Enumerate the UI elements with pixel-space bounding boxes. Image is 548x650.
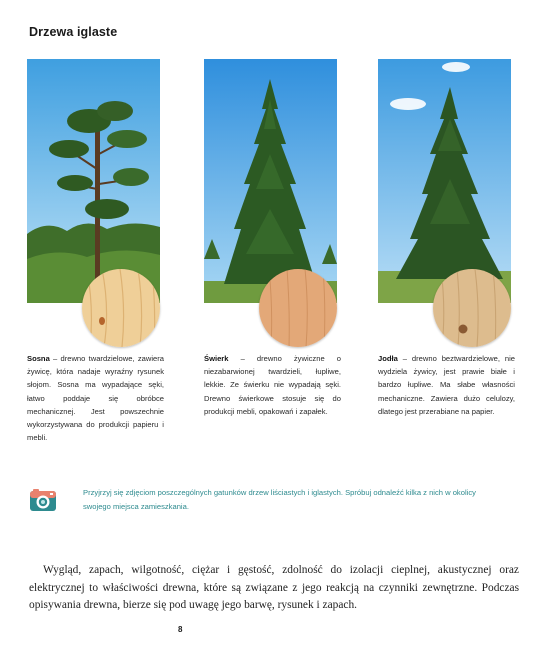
page-number: 8 — [178, 625, 183, 634]
spruce-description — [204, 352, 341, 418]
spruce-wood-sample — [259, 269, 337, 347]
section-title: Drzewa iglaste — [29, 25, 118, 39]
camera-icon — [29, 488, 57, 512]
spruce-text: – drewno żywiczne o niezabarwionej twardzieli, łupliwe, lekkie. Ze świerku nie wypadają sęki. Drewno świerkowe stosuje się do produkcji mebli, opakowań i zapałek. — [204, 354, 341, 416]
fir-photo — [378, 59, 511, 303]
fir-description — [378, 352, 515, 418]
pine-photo — [27, 59, 160, 303]
pine-wood-sample — [82, 269, 160, 347]
body-paragraph: Wygląd, zapach, wilgotność, ciężar i gęstość, zdolność do izolacji cieplnej, akustycznej oraz elektrycznej to właściwości drewna, które są związane z jego reakcją na czynniki zewnętrzne. Podczas opisywania drewna, bierze się pod uwagę jego barwę, rysunek i zapach. — [29, 564, 519, 611]
spruce-photo — [204, 59, 337, 303]
fir-text: – drewno beztwardzielowe, nie wydziela żywicy, jest prawie białe i bardzo łupliwe. Ma słabe własności mechaniczne. Zawiera dużo celulozy, dlatego jest przerabiane na papier. — [378, 354, 515, 416]
pine-text: – drewno twardzielowe, zawiera żywicę, która nadaje wyraźny rysunek słojom. Sosna ma wypadające sęki, łatwo poddaje się obróbce mechanicznej. Jest powszechnie wykorzystywana do produkcji papieru i mebli. — [27, 354, 164, 443]
fir-wood-sample — [433, 269, 511, 347]
fir-card — [378, 59, 511, 303]
pine-description — [27, 352, 164, 444]
spruce-name: Świerk — [204, 354, 229, 363]
spruce-card — [204, 59, 337, 303]
tip-text: Przyjrzyj się zdjęciom poszczególnych gatunków drzew liściastych i iglastych. Spróbuj odnaleźć kilka z nich w okolicy swojego miejsca zamieszkania. — [83, 488, 476, 511]
pine-name: Sosna — [27, 354, 50, 363]
pine-card — [27, 59, 160, 303]
fir-name: Jodła — [378, 354, 398, 363]
